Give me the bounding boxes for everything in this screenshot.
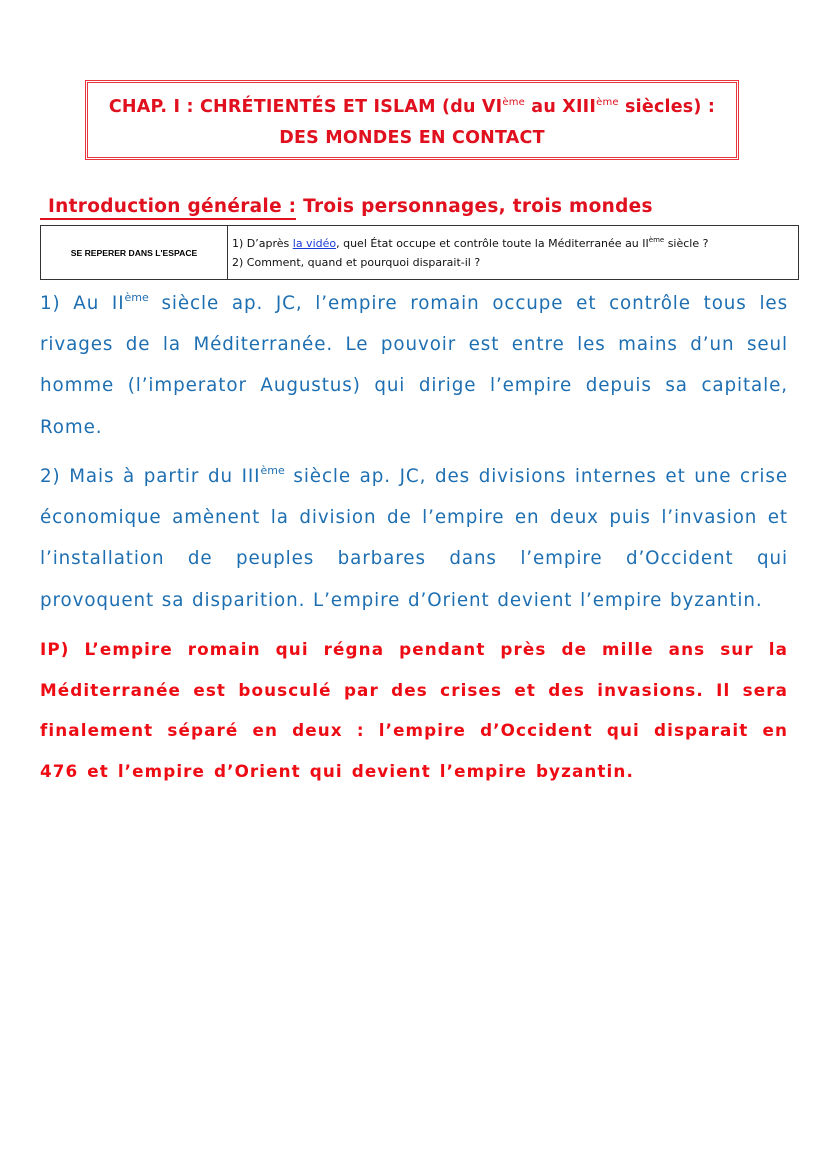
question-1: 1) D’après la vidéo, quel État occupe et contrôle toute la Méditerranée au IIème siècle ?: [232, 235, 709, 250]
intro-heading: [40, 195, 800, 219]
intro-label: Introduction générale :: [40, 196, 296, 220]
intro-subtitle: Trois personnages, trois mondes: [296, 196, 653, 217]
reperer-label: SE REPERER DANS L'ESPACE: [41, 226, 228, 280]
key-idea-paragraph: IP) L’empire romain qui régna pendant près de mille ans sur la Méditerranée est bousculé par des crises et des invasions. Il sera finalement séparé en deux : l’empire d’Occident qui disparait en 476 et l’empire d’Orient qui devient l’empire byzantin.: [40, 639, 788, 781]
chapter-title-box: [85, 80, 739, 160]
question-2: 2) Comment, quand et pourquoi disparait-il ?: [232, 255, 481, 269]
chapter-title-line2: DES MONDES EN CONTACT: [279, 128, 545, 148]
reperer-questions: [228, 226, 799, 280]
answer-1-paragraph: 1) Au IIème siècle ap. JC, l’empire romain occupe et contrôle tous les rivages de la Méditerranée. Le pouvoir est entre les mains d’un seul homme (l’imperator Augustus) qui dirige l’empire depuis sa capitale, Rome.: [40, 291, 788, 438]
chapter-title-line1: CHAP. I : CHRÉTIENTÉS ET ISLAM (du VIème au XIIIème siècles) :: [108, 97, 716, 117]
reperer-table: [40, 225, 799, 280]
answer-2-paragraph: 2) Mais à partir du IIIème siècle ap. JC, des divisions internes et une crise économique amènent la division de l’empire en deux puis l’invasion et l’installation de peuples barbares dans l’empire d’Occident qui provoquent sa disparition. L’empire d’Orient devient l’empire byzantin.: [40, 464, 788, 611]
video-link[interactable]: la vidéo: [292, 236, 337, 250]
